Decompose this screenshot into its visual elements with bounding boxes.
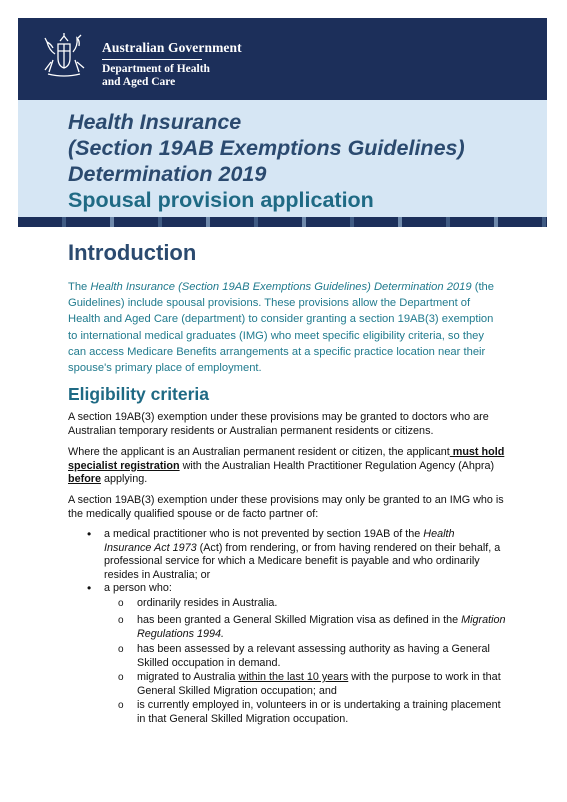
migration-regulations-italic: Migration Regulations 1994. xyxy=(137,614,506,640)
eligibility-paragraph-3: A section 19AB(3) exemption under these provisions may only be granted to an IMG who is the medically qualified spouse or de facto partner of: xyxy=(68,494,504,520)
sub-item-2 xyxy=(137,614,507,641)
sub-item-1: ordinarily resides in Australia. xyxy=(137,597,278,609)
introduction-paragraph xyxy=(68,279,500,376)
within-10-years-underlined: within the last 10 years xyxy=(238,671,349,683)
title-line-1: Health Insurance xyxy=(68,110,242,134)
title-line-3: Determination 2019 xyxy=(68,162,267,186)
sub-bullet-marker: o xyxy=(118,615,124,626)
introduction-heading: Introduction xyxy=(68,240,197,265)
guidelines-title-italic: Health Insurance (Section 19AB Exemptions Guidelines) Determination 2019 xyxy=(90,281,472,293)
p2-text-e: applying. xyxy=(101,473,148,486)
sub-bullet-marker: o xyxy=(118,672,124,683)
eligibility-paragraph-2 xyxy=(68,446,508,487)
bullet-marker: • xyxy=(87,581,92,595)
bullet-marker: • xyxy=(87,527,92,541)
p2-text-a: Where the applicant is an Australian permanent resident or citizen, the applicant xyxy=(68,446,450,458)
eligibility-paragraph-1: A section 19AB(3) exemption under these provisions may be granted to doctors who are Australian temporary residents or Australian permanent residents or citizens. xyxy=(68,411,489,437)
sub-item-4 xyxy=(137,671,507,698)
intro-text-c: (the Guidelines) include spousal provisions. These provisions allow the Department of Health and Aged Care (department) to consider granting a section 19AB(3) exemption to international medical graduates (IMG) who meet specific eligibility criteria, so they can access Medicare Benefits arrangements at a specific practice location near their spouse's primary place of employment. xyxy=(68,281,494,375)
government-header-banner xyxy=(18,18,547,100)
sub-bullet-marker: o xyxy=(118,644,124,655)
coat-of-arms-icon xyxy=(38,30,90,82)
eligibility-heading: Eligibility criteria xyxy=(68,384,210,404)
bullet1-text-c: (Act) from rendering, or from having rendered on their behalf, a professional service for which a Medicare benefit is payable and who ordinarily resides in Australia; or xyxy=(104,541,501,581)
title-line-2: (Section 19AB Exemptions Guidelines) xyxy=(68,136,465,160)
intro-text-a: The xyxy=(68,281,91,293)
sub-item-5: is currently employed in, volunteers in or is undertaking a training placement in that General Skilled Migration occupation. xyxy=(137,699,501,725)
p2-text-c: with the Australian Health Practitioner Regulation Agency (Ahpra) xyxy=(179,459,495,472)
sub4-text-a: migrated to Australia xyxy=(137,671,239,683)
sub-bullet-marker: o xyxy=(118,598,124,609)
bullet-item-2: a person who: xyxy=(104,582,172,594)
sub-item-3: has been assessed by a relevant assessing authority as having a General Skilled occupation in demand. xyxy=(137,643,490,669)
bullet1-text-a: a medical practitioner who is not prevented by section 19AB of the xyxy=(104,528,424,540)
specialist-registration-emphasis: must hold specialist registration xyxy=(68,446,505,472)
act-name-italic: Health Insurance Act 1973 xyxy=(104,528,455,554)
decorative-stripe-band xyxy=(18,217,547,227)
before-emphasis: before xyxy=(68,473,101,486)
title-subtitle: Spousal provision application xyxy=(68,188,374,212)
bullet-item-1 xyxy=(104,528,504,582)
header-divider xyxy=(102,59,202,60)
sub4-text-c: with the purpose to work in that General Skilled Migration occupation; and xyxy=(137,671,501,697)
sub2-text-a: has been granted a General Skilled Migration visa as defined in the xyxy=(137,614,462,626)
document-title-box xyxy=(18,100,547,217)
department-name-line2: and Aged Care xyxy=(102,76,176,88)
government-name: Australian Government xyxy=(102,40,242,55)
department-name-line1: Department of Health xyxy=(102,63,210,75)
sub-bullet-marker: o xyxy=(118,700,124,711)
